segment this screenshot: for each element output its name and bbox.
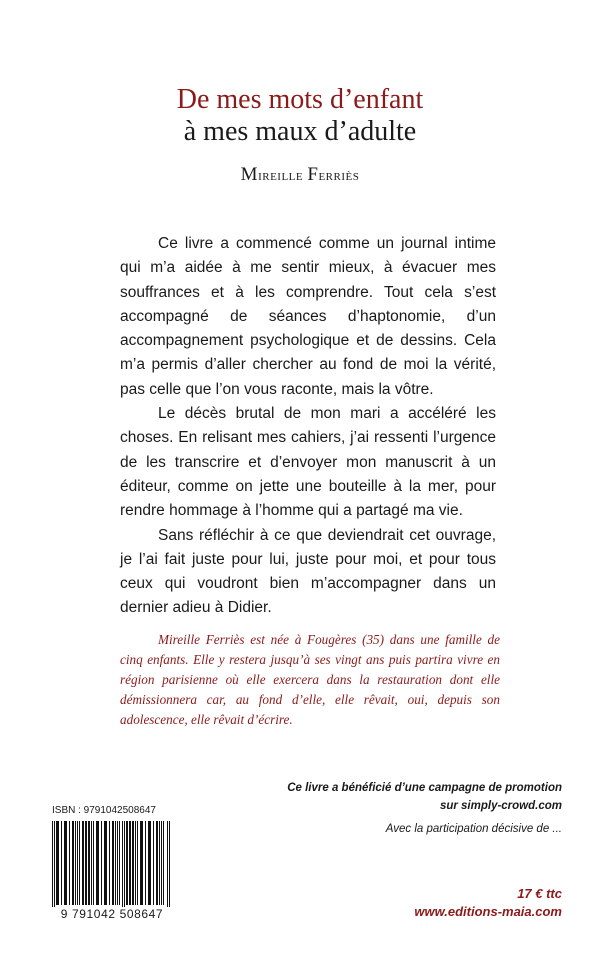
- barcode-bar: [117, 821, 118, 905]
- barcode-bar: [135, 821, 136, 905]
- promo-line-3: Avec la participation décisive de ...: [385, 823, 562, 835]
- barcode-bar: [109, 821, 110, 905]
- promo-line-2: sur simply-crowd.com: [439, 800, 562, 812]
- publisher-website[interactable]: www.editions-maia.com: [414, 904, 562, 919]
- book-title-line2: à mes maux d’adulte: [183, 116, 417, 147]
- barcode-bar: [122, 821, 123, 907]
- barcode-bar: [79, 821, 80, 905]
- barcode-bar: [115, 821, 116, 905]
- barcode-bar: [61, 821, 62, 905]
- promo-line-1: Ce livre a bénéficié d’une campagne de promotion: [287, 782, 562, 794]
- barcode-bar: [75, 821, 76, 905]
- back-cover-blurb: [120, 232, 496, 621]
- isbn-label: ISBN : 9791042508647: [52, 805, 156, 816]
- barcode-bar: [126, 821, 128, 905]
- book-title-line1: De mes mots d’enfant: [176, 84, 424, 115]
- barcode-bar: [88, 821, 90, 905]
- barcode-bar: [52, 821, 53, 907]
- barcode-bar: [119, 821, 120, 905]
- barcode-bar: [85, 821, 87, 905]
- barcode-bar: [156, 821, 158, 905]
- barcode-bar: [167, 821, 168, 907]
- barcode-image: [48, 821, 176, 907]
- barcode-bar: [104, 821, 107, 905]
- isbn-barcode-block: [48, 803, 176, 927]
- barcode-bar: [93, 821, 94, 905]
- author-last-name: Ferriès: [307, 164, 360, 185]
- barcode-bar: [140, 821, 143, 905]
- author-name: [0, 164, 600, 186]
- barcode-bar: [129, 821, 131, 905]
- barcode-bar: [82, 821, 84, 905]
- barcode-bar: [64, 821, 67, 905]
- barcode-bar: [163, 821, 164, 905]
- barcode-bar: [56, 821, 59, 905]
- blurb-paragraph-2: Le décès brutal de mon mari a accéléré les choses. En relisant mes cahiers, j’ai ressenti l’urgence de les transcrire et d’envoyer mon manuscrit à un éditeur, comme on jette une bouteille à la mer, pour rendre hommage à l’homme qui a partagé ma vie.: [120, 405, 496, 520]
- barcode-bar: [169, 821, 170, 907]
- barcode-bar: [101, 821, 102, 905]
- blurb-paragraph-3: Sans réfléchir à ce que deviendrait cet ouvrage, je l’ai fait juste pour lui, juste pour moi, et pour tous ceux qui voudront bien m’accompagner dans un dernier adieu à Didier.: [120, 526, 496, 617]
- author-first-name: Mireille: [240, 164, 304, 185]
- barcode-bar: [91, 821, 92, 905]
- barcode-bar: [96, 821, 99, 905]
- barcode-bar: [112, 821, 114, 905]
- barcode-bar: [69, 821, 70, 905]
- blurb-paragraph-1: Ce livre a commencé comme un journal intime qui m’a aidée à me sentir mieux, à évacuer mes souffrances et à les comprendre. Tout cela s’est accompagné de séances d’haptonomie, d’un accompagnement psychologique et de dessins. Cela m’a permis d’aller chercher au fond de moi la vérité, pas celle que l’on vous raconte, mais la vôtre.: [120, 235, 496, 398]
- barcode-bar: [77, 821, 78, 905]
- barcode-digits: 9 791042 508647: [60, 907, 164, 921]
- barcode-bar: [159, 821, 160, 905]
- barcode-bar: [145, 821, 146, 905]
- barcode-bar: [153, 821, 154, 905]
- barcode-bar: [161, 821, 162, 905]
- barcode-bar: [124, 821, 125, 907]
- barcode-bar: [148, 821, 151, 905]
- price: 17 € ttc: [517, 886, 562, 901]
- author-bio: Mireille Ferriès est née à Fougères (35) dans une famille de cinq enfants. Elle y restera jusqu’à ses vingt ans puis partira vivre en région parisienne où elle exercera dans la restauration dont elle démissionnera car, au fond d’elle, elle rêvait, oui, depuis son adolescence, elle rêvait d’écrire.: [120, 632, 500, 727]
- barcode-bar: [132, 821, 134, 905]
- barcode-bar: [137, 821, 138, 905]
- barcode-bar: [72, 821, 74, 905]
- barcode-bar: [54, 821, 55, 907]
